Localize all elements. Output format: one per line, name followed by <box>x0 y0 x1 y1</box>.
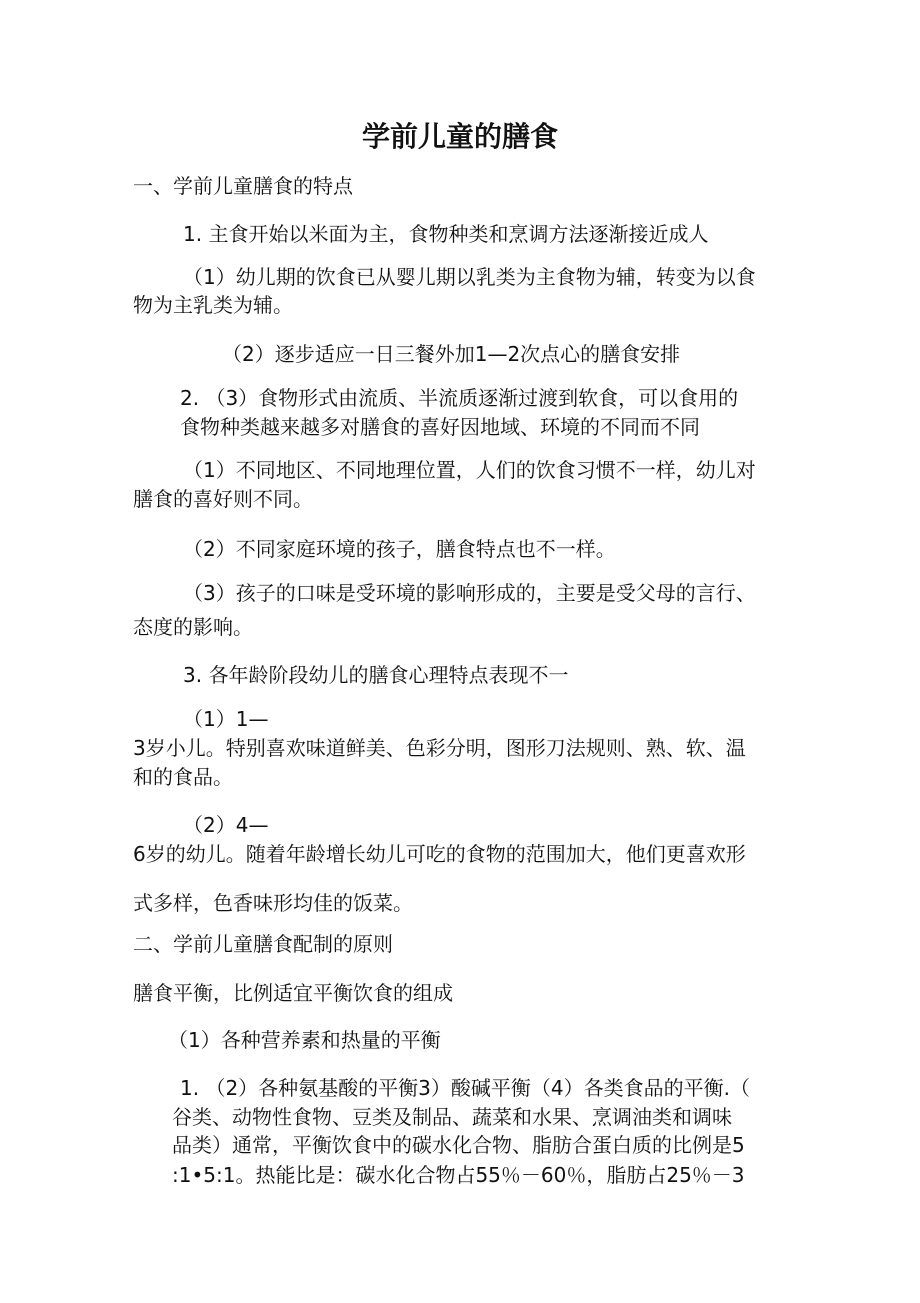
paragraph-line: 谷类、动物性食物、豆类及制品、蔬菜和水果、烹调油类和调味 <box>172 1105 732 1129</box>
paragraph-line: 和的食品。 <box>133 765 233 789</box>
section-heading: 二、学前儿童膳食配制的原则 <box>133 932 393 956</box>
paragraph-line: 食物种类越来越多对膳食的喜好因地域、环境的不同而不同 <box>180 415 700 439</box>
paragraph-line: （1）不同地区、不同地理位置，人们的饮食习惯不一样，幼儿对 <box>183 458 756 482</box>
section-heading: 一、学前儿童膳食的特点 <box>133 174 353 198</box>
document-title: 学前儿童的膳食 <box>361 120 558 153</box>
paragraph-line: 1. （2）各种氨基酸的平衡3）酸碱平衡（4）各类食品的平衡.（ <box>180 1076 750 1100</box>
paragraph-line: （2）逐步适应一日三餐外加1—2次点心的膳食安排 <box>222 342 681 366</box>
paragraph-line: 2. （3）食物形式由流质、半流质逐渐过渡到软食，可以食用的 <box>180 386 739 410</box>
paragraph-line: （2）4— <box>183 813 269 837</box>
paragraph-line: 3. 各年龄阶段幼儿的膳食心理特点表现不一 <box>183 663 569 687</box>
paragraph-line: 品类）通常，平衡饮食中的碳水化合物、脂肪合蛋白质的比例是5 <box>172 1133 745 1157</box>
paragraph-line: 1. 主食开始以米面为主，食物种类和烹调方法逐渐接近成人 <box>183 222 709 246</box>
paragraph-line: （1）幼儿期的饮食已从婴儿期以乳类为主食物为辅，转变为以食 <box>183 265 756 289</box>
paragraph-line: （2）不同家庭环境的孩子，膳食特点也不一样。 <box>183 537 616 561</box>
paragraph-line: （3）孩子的口味是受环境的影响形成的，主要是受父母的言行、 <box>183 581 756 605</box>
paragraph-line: 态度的影响。 <box>133 615 253 639</box>
paragraph-line: 6岁的幼儿。随着年龄增长幼儿可吃的食物的范围加大，他们更喜欢形 <box>133 842 746 866</box>
paragraph-line: 式多样，色香味形均佳的饭菜。 <box>133 891 413 915</box>
paragraph-line: （1）1— <box>183 707 269 731</box>
paragraph-line: 3岁小儿。特别喜欢味道鲜美、色彩分明，图形刀法规则、熟、软、温 <box>133 736 746 760</box>
paragraph-line: :1•5:1。热能比是：碳水化合物占55％－60％，脂肪占25％－3 <box>172 1163 745 1187</box>
paragraph-line: 膳食的喜好则不同。 <box>133 487 313 511</box>
paragraph-line: 膳食平衡，比例适宜平衡饮食的组成 <box>133 981 453 1005</box>
paragraph-line: 物为主乳类为辅。 <box>133 293 293 317</box>
paragraph-line: （1）各种营养素和热量的平衡 <box>168 1028 441 1052</box>
